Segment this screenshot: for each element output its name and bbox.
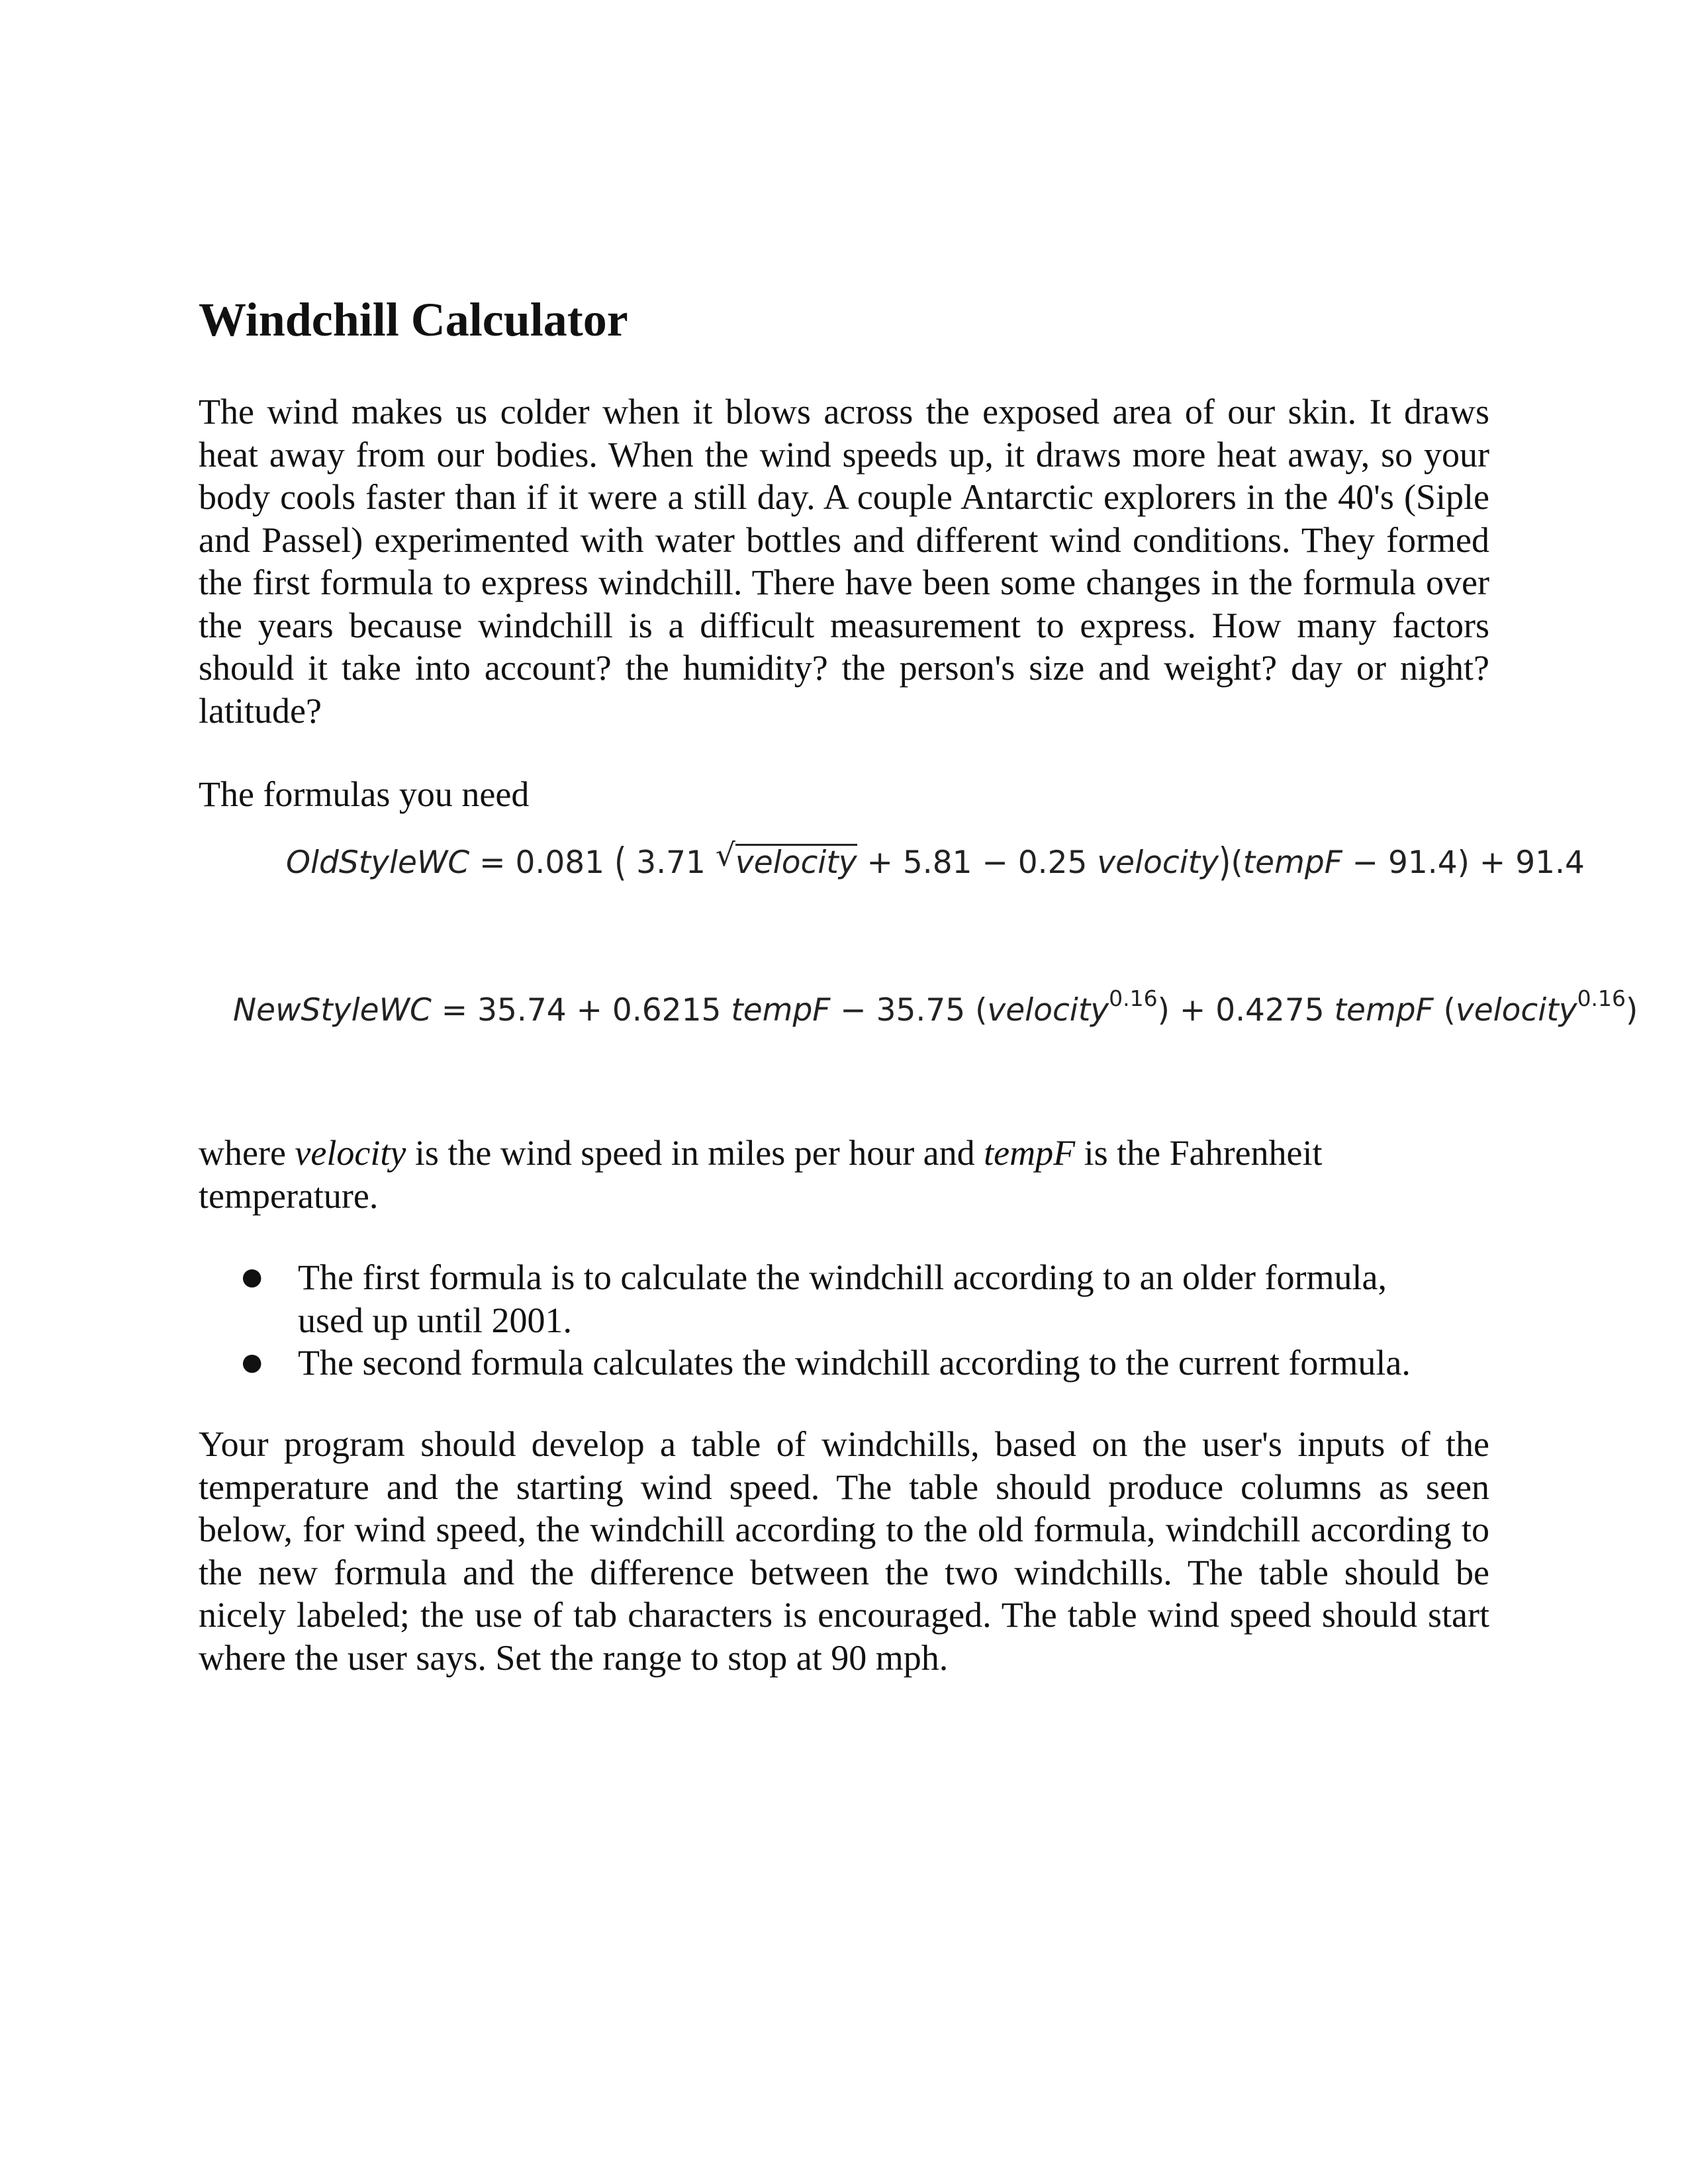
old-formula-name: OldStyleWC: [286, 844, 470, 881]
new-formula-part2: − 35.75 (: [830, 992, 988, 1028]
old-style-formula: [286, 837, 1585, 886]
new-formula-part3: ) + 0.4275: [1157, 992, 1335, 1028]
where-middle: is the wind speed in miles per hour and: [406, 1133, 984, 1173]
new-formula-velocity2: velocity: [1455, 992, 1577, 1028]
square-root-symbol: √ velocity: [715, 837, 857, 881]
formula-notes-list: [199, 1256, 1456, 1385]
new-style-formula: [233, 985, 1638, 1028]
velocity-term: velocity: [295, 1133, 406, 1173]
bullet-icon: ●: [242, 1349, 263, 1376]
old-formula-velocity: velocity: [1097, 844, 1219, 881]
new-formula-temp2: tempF: [1334, 992, 1434, 1028]
new-formula-exp1: 0.16: [1109, 985, 1158, 1011]
old-formula-sqrt-var: velocity: [735, 844, 857, 881]
bullet-icon: ●: [242, 1263, 263, 1291]
new-formula-velocity1: velocity: [987, 992, 1109, 1028]
new-formula-part4: (: [1433, 992, 1456, 1028]
old-formula-mid: + 5.81 − 0.25: [857, 844, 1098, 881]
new-formula-part1: = 35.74 + 0.6215: [431, 992, 731, 1028]
old-formula-open-paren: (: [614, 840, 627, 886]
tempf-term: tempF: [984, 1133, 1076, 1173]
list-item-text: The first formula is to calculate the windchill according to an older formula, used up until 2001.: [298, 1257, 1387, 1340]
old-formula-temp: tempF: [1243, 844, 1342, 881]
intro-paragraph: The wind makes us colder when it blows across the exposed area of our skin. It draws heat away from our bodies. When the wind speeds up, it draws more heat away, so your body cools faster than if it were a still day. A couple Antarctic explorers in the 40's (Siple and Passel) experimented with water bottles and different wind conditions. They formed the first formula to express windchill. There have been some changes in the formula over the years because windchill is a difficult measurement to express. How many factors should it take into account? the humidity? the person's size and weight? day or night? latitude?: [199, 392, 1489, 731]
list-item: [199, 1256, 1456, 1342]
list-item-text: The second formula calculates the windchill according to the current formula.: [298, 1343, 1411, 1383]
new-formula-name: NewStyleWC: [233, 992, 432, 1028]
old-formula-coef: 3.71: [636, 844, 706, 881]
new-formula-exp2: 0.16: [1577, 985, 1626, 1011]
page-title: Windchill Calculator: [199, 293, 628, 346]
where-end: is the Fahrenheit temperature.: [199, 1133, 1323, 1216]
where-word: where: [199, 1133, 295, 1173]
formulas-lead-text: The formulas you need: [199, 774, 530, 814]
variable-definition-paragraph: [199, 1132, 1489, 1217]
old-formula-paren: (: [1231, 844, 1243, 881]
old-formula-close-paren: ): [1219, 840, 1231, 886]
list-item: [199, 1342, 1456, 1385]
old-formula-eq: = 0.081: [469, 844, 605, 881]
new-formula-part5: ): [1626, 992, 1638, 1028]
old-formula-tail: − 91.4) + 91.4: [1342, 844, 1585, 881]
new-formula-temp1: tempF: [731, 992, 831, 1028]
program-requirements-paragraph: Your program should develop a table of windchills, based on the user's inputs of the temperature and the starting wind speed. The table should produce columns as seen below, for wind speed, the windchill according to the old formula, windchill according to the new formula and the difference between the two windchills. The table should be nicely labeled; the use of tab characters is encouraged. The table wind speed should start where the user says. Set the range to stop at 90 mph.: [199, 1424, 1489, 1678]
